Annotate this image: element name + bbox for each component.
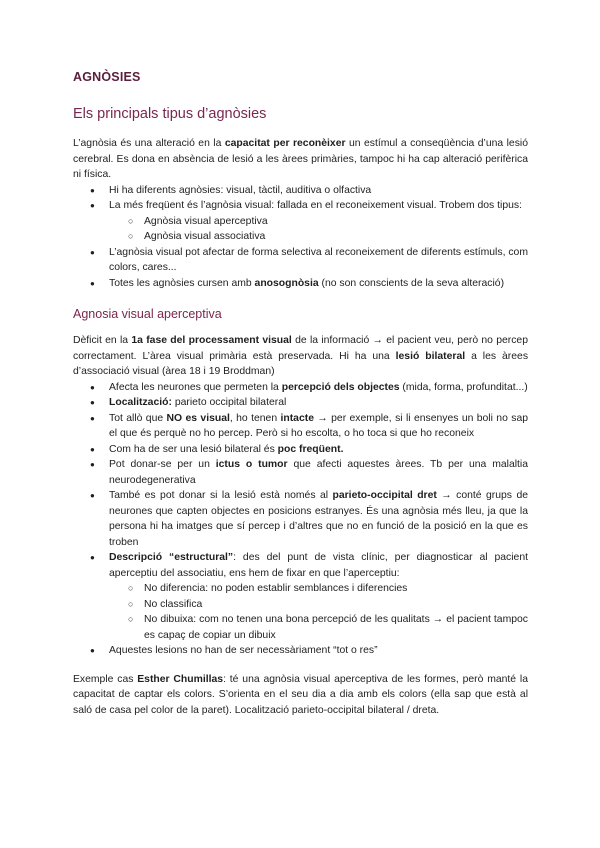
- intro-paragraph: L’agnòsia és una alteració en la capacitat per reconèixer un estímul a conseqüència d’una lesió cerebral. Es dona en absència de lesió a les àrees primàries, tampoc hi ha cap alteració perifèrica ni física.: [73, 138, 528, 180]
- sub-bullet-list: [109, 581, 528, 643]
- list-item: ● L’agnòsia visual pot afectar de forma selectiva al reconeixement de diferents estímuls, com colors, cares...: [73, 245, 528, 276]
- list-item: ● Pot donar-se per un ictus o tumor que afecti aquestes àrees. Tb per una malaltia neurodegenerativa: [73, 457, 528, 488]
- list-item: ● Totes les agnòsies cursen amb anosognòsia (no son conscients de la seva alteració): [73, 276, 528, 292]
- list-item: ● Aquestes lesions no han de ser necessàriament “tot o res”: [73, 643, 528, 659]
- list-item: ○ Agnòsia visual associativa: [109, 229, 528, 245]
- list-item: ● També es pot donar si la lesió està només al parieto-occipital dret → conté grups de neurones que capten objectes en posicions estranyes. És una agnòsia més lleu, ja que la persona hi ha imatges que sí percep i d’altres que no en funció de la posició en la que es troben: [73, 488, 528, 550]
- list-item: ● Localització: parieto occipital bilateral: [73, 395, 528, 411]
- list-item: ● Tot allò que NO es visual, ho tenen intacte → per exemple, si li ensenyes un boli no sap el que és perquè no ho percep. Però si ho escolta, o ho toca si que ho reconeix: [73, 411, 528, 442]
- list-item: ● Afecta les neurones que permeten la percepció dels objectes (mida, forma, profunditat...): [73, 380, 528, 396]
- list-item: ● La més freqüent és l’agnòsia visual: fallada en el reconeixement visual. Trobem dos tipus: ○ Agnòsia visual aperceptiva ○ Agnòsia visual associativa: [73, 198, 528, 245]
- page-title: AGNÒSIES: [73, 70, 141, 84]
- types-bullet-list: [73, 183, 528, 292]
- document-page: [73, 70, 528, 718]
- list-item: ● Com ha de ser una lesió bilateral és poc freqüent.: [73, 442, 528, 458]
- example-paragraph: Exemple cas Esther Chumillas: té una agnòsia visual aperceptiva de les formes, però manté la capacitat de captar els colors. S’orienta en el seu dia a dia amb els colors (ella sap que està al saló de casa pel color de la paret). Localització parieto-occipital bilateral / dreta.: [73, 673, 528, 716]
- list-item: ○ No diferencia: no poden establir semblances i diferencies: [109, 581, 528, 597]
- sub-bullet-list: [109, 214, 528, 245]
- section-heading-types: Els principals tipus d’agnòsies: [73, 106, 267, 122]
- section-heading-apperceptive: Agnosia visual aperceptiva: [73, 307, 222, 321]
- list-item: ● Descripció “estructural”: des del punt de vista clínic, per diagnosticar al pacient aperceptiu del associatiu, ens hem de fixar en que l’aperceptiu: ○ No diferencia: no poden establir semblances i diferencies ○ No classifica ○ No dibuixa: com no tenen una bona percepció de les qualitats → el pacient tampoc es capaç de copiar un dibuix: [73, 550, 528, 643]
- apperceptive-intro-paragraph: Dèficit en la 1a fase del processament visual de la informació → el pacient veu, però no percep correctament. L’àrea visual primària està preservada. Hi ha una lesió bilateral a les àrees d’associació visual (àrea 18 i 19 Broddman): [73, 335, 529, 377]
- list-item: ○ No dibuixa: com no tenen una bona percepció de les qualitats → el pacient tampoc es capaç de copiar un dibuix: [109, 612, 528, 643]
- list-item: ○ No classifica: [109, 597, 528, 613]
- apperceptive-bullet-list: [73, 380, 528, 659]
- list-item: ● Hi ha diferents agnòsies: visual, tàctil, auditiva o olfactiva: [73, 183, 528, 199]
- list-item: ○ Agnòsia visual aperceptiva: [109, 214, 528, 230]
